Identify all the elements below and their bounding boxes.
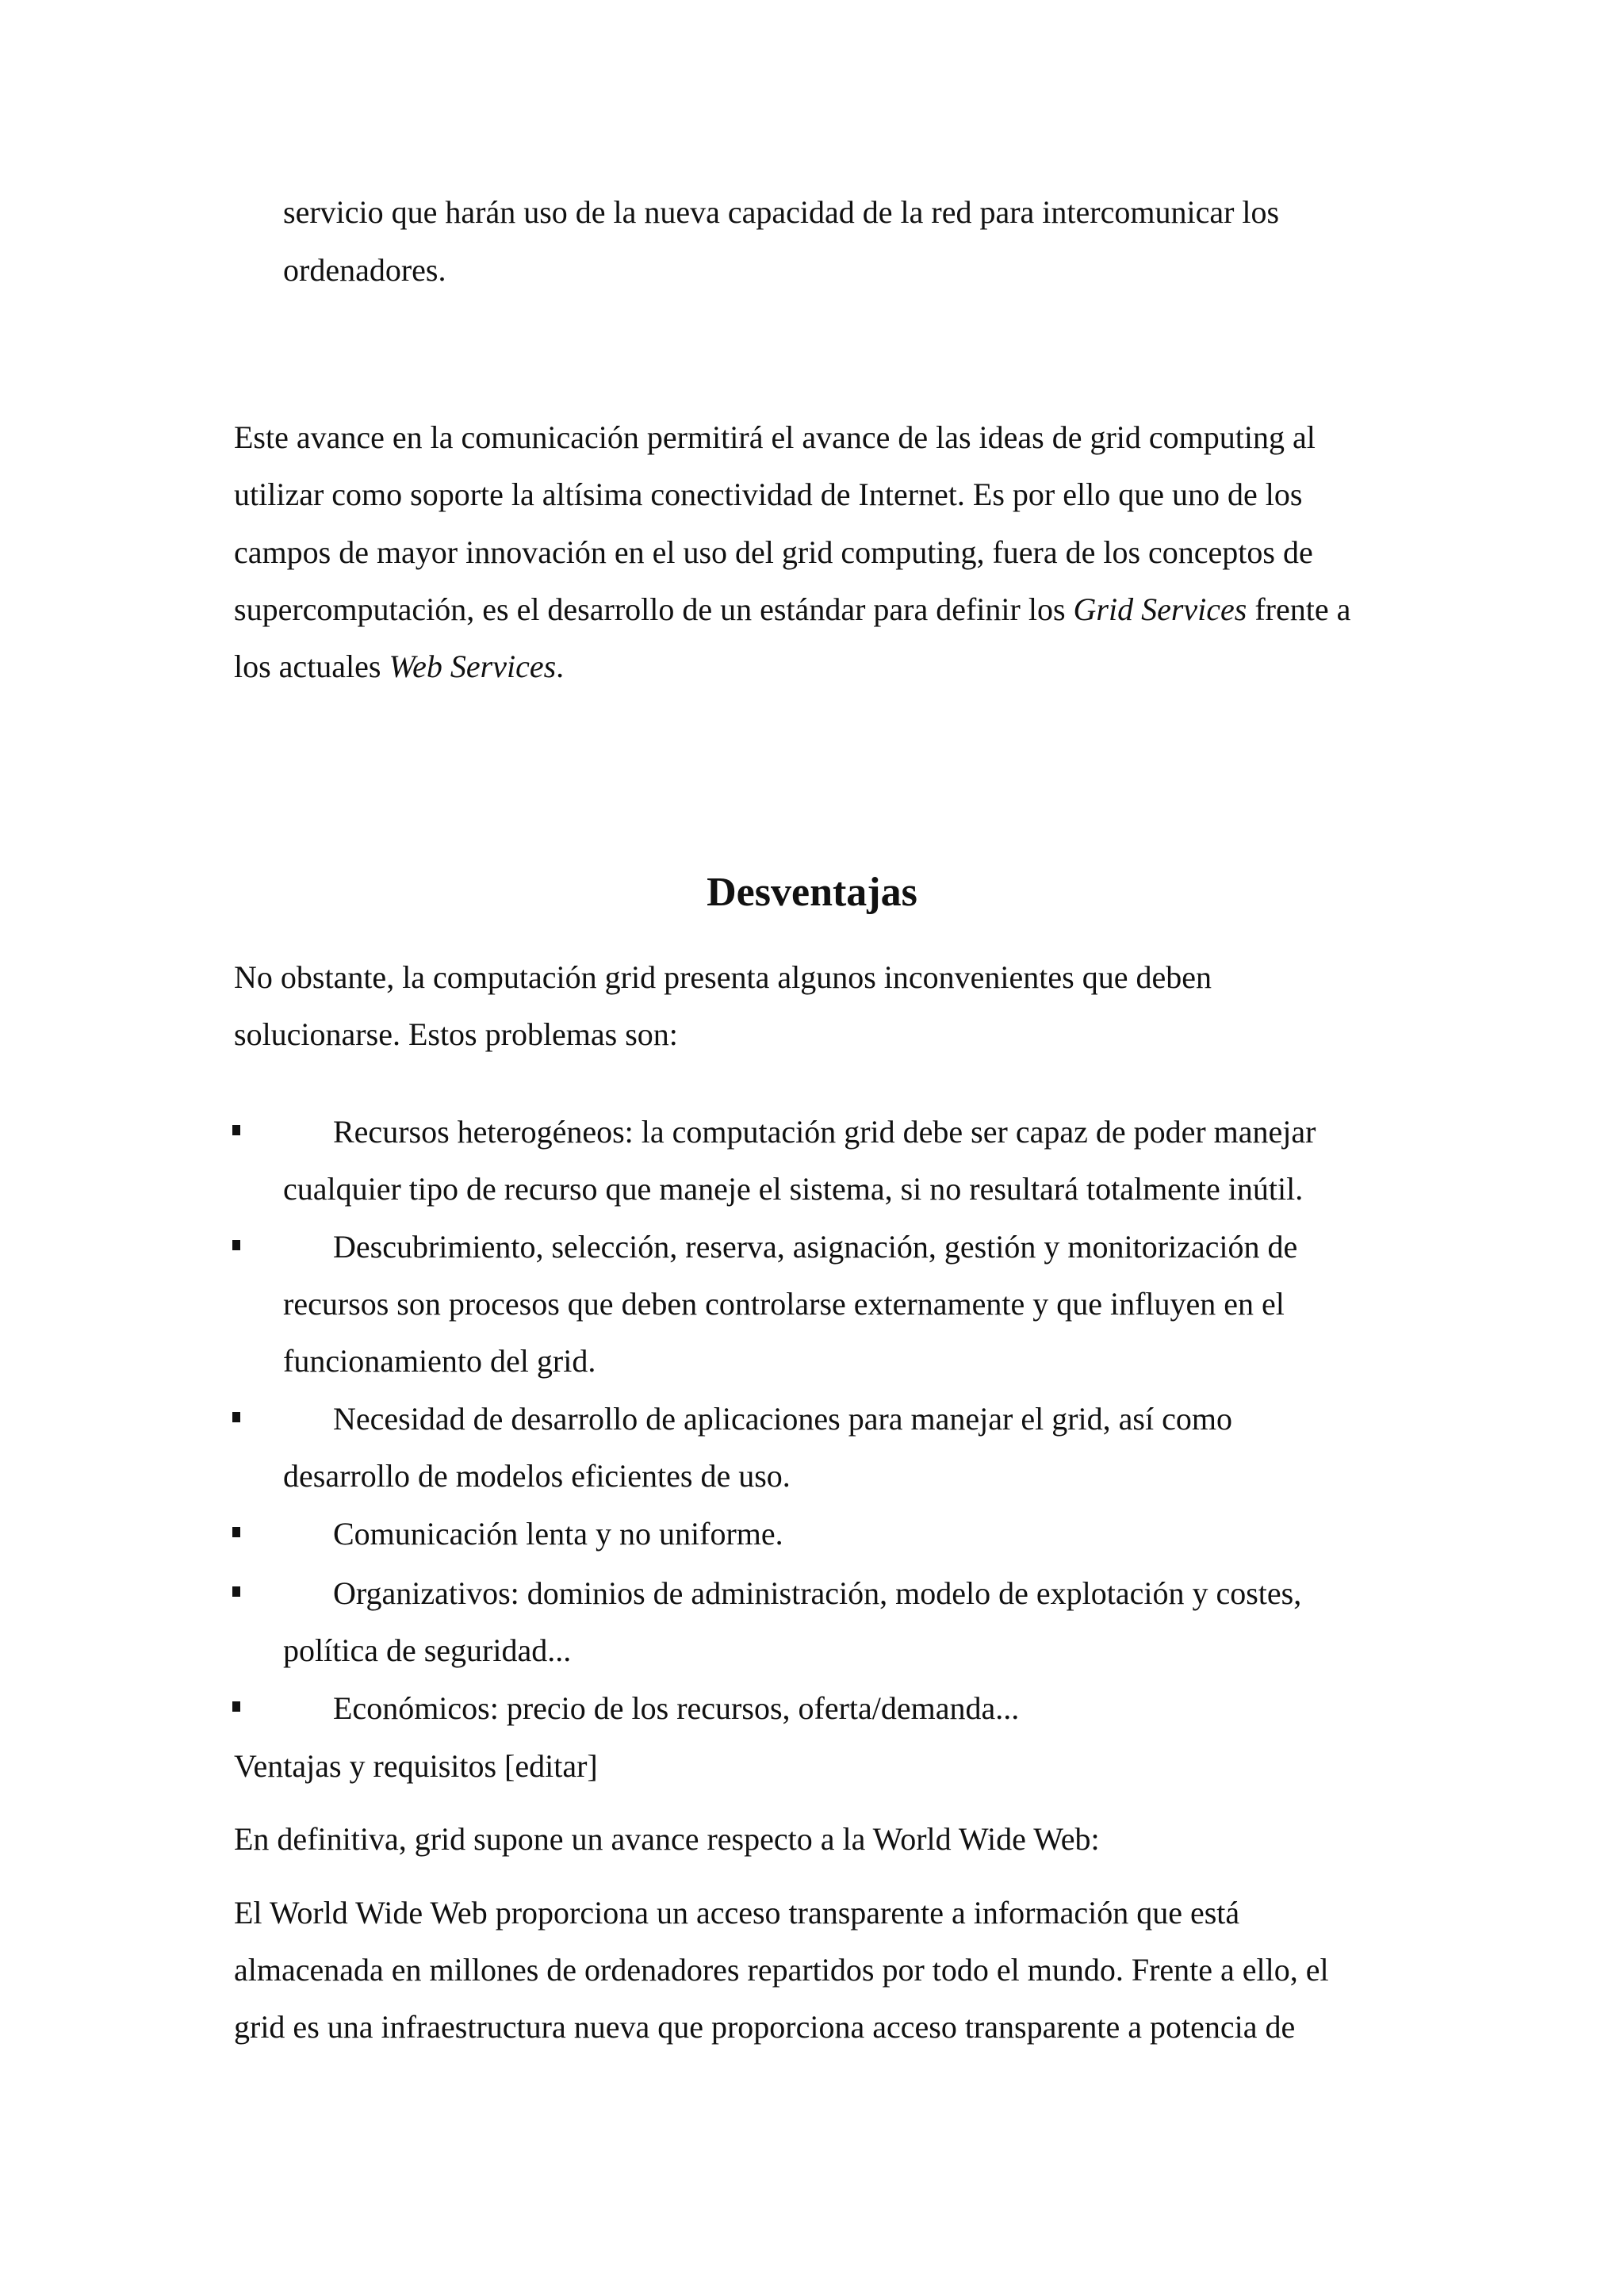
grid-paragraph-line-5-tail: .: [556, 649, 565, 684]
bullet-marker-icon: [232, 1240, 240, 1250]
list-item-line-1: Económicos: precio de los recursos, oferta/demanda...: [333, 1690, 1020, 1726]
grid-paragraph-line-4: [234, 591, 1351, 627]
list-item-line-2: cualquier tipo de recurso que maneje el sistema, si no resultará totalmente inútil.: [283, 1171, 1304, 1207]
bullet-marker-icon: [232, 1412, 240, 1422]
section-heading: Desventajas: [707, 870, 917, 915]
disadvantages-intro-line-2: solucionarse. Estos problemas son:: [234, 1016, 678, 1052]
grid-paragraph-line-1: Este avance en la comunicación permitirá el avance de las ideas de grid computing al: [234, 419, 1316, 455]
list-item-line-2: desarrollo de modelos eficientes de uso.: [283, 1458, 791, 1494]
web-services-term: Web Services: [389, 649, 557, 684]
grid-paragraph-line-3: campos de mayor innovación en el uso del grid computing, fuera de los conceptos de: [234, 534, 1313, 570]
list-item-line-2: recursos son procesos que deben controlarse externamente y que influyen en el: [283, 1286, 1285, 1322]
bullet-marker-icon: [232, 1586, 240, 1597]
list-item-line-1: Organizativos: dominios de administración, modelo de explotación y costes,: [333, 1575, 1302, 1611]
grid-paragraph-line-2: utilizar como soporte la altísima conectividad de Internet. Es por ello que uno de los: [234, 476, 1303, 512]
list-item-line-1: Descubrimiento, selección, reserva, asignación, gestión y monitorización de: [333, 1229, 1298, 1265]
bullet-marker-icon: [232, 1125, 240, 1135]
grid-paragraph-line-4-text: supercomputación, es el desarrollo de un estándar para definir los: [234, 591, 1074, 627]
disadvantages-intro-line-1: No obstante, la computación grid presenta algunos inconvenientes que deben: [234, 959, 1212, 995]
list-item-line-1: Comunicación lenta y no uniforme.: [333, 1516, 783, 1552]
bullet-marker-icon: [232, 1701, 240, 1712]
bullet-marker-icon: [232, 1527, 240, 1537]
list-item-line-2: política de seguridad...: [283, 1632, 572, 1668]
list-item-line-3: funcionamiento del grid.: [283, 1343, 596, 1379]
intro-line-1: servicio que harán uso de la nueva capacidad de la red para intercomunicar los: [283, 194, 1280, 230]
summary-line: En definitiva, grid supone un avance respecto a la World Wide Web:: [234, 1821, 1100, 1857]
www-paragraph-line-2: almacenada en millones de ordenadores repartidos por todo el mundo. Frente a ello, el: [234, 1952, 1329, 1988]
grid-paragraph-line-4-tail: frente a: [1247, 591, 1351, 627]
www-paragraph-line-3: grid es una infraestructura nueva que proporciona acceso transparente a potencia de: [234, 2009, 1296, 2045]
list-item-line-1: Necesidad de desarrollo de aplicaciones para manejar el grid, así como: [333, 1401, 1232, 1437]
grid-paragraph-line-5-text: los actuales: [234, 649, 389, 684]
list-item-line-1: Recursos heterogéneos: la computación grid debe ser capaz de poder manejar: [333, 1114, 1316, 1150]
intro-line-2: ordenadores.: [283, 252, 446, 288]
grid-services-term: Grid Services: [1073, 591, 1247, 627]
www-paragraph-line-1: El World Wide Web proporciona un acceso transparente a información que está: [234, 1895, 1240, 1931]
grid-paragraph-line-5: [234, 651, 564, 683]
ventajas-subheading: Ventajas y requisitos [editar]: [234, 1748, 598, 1784]
